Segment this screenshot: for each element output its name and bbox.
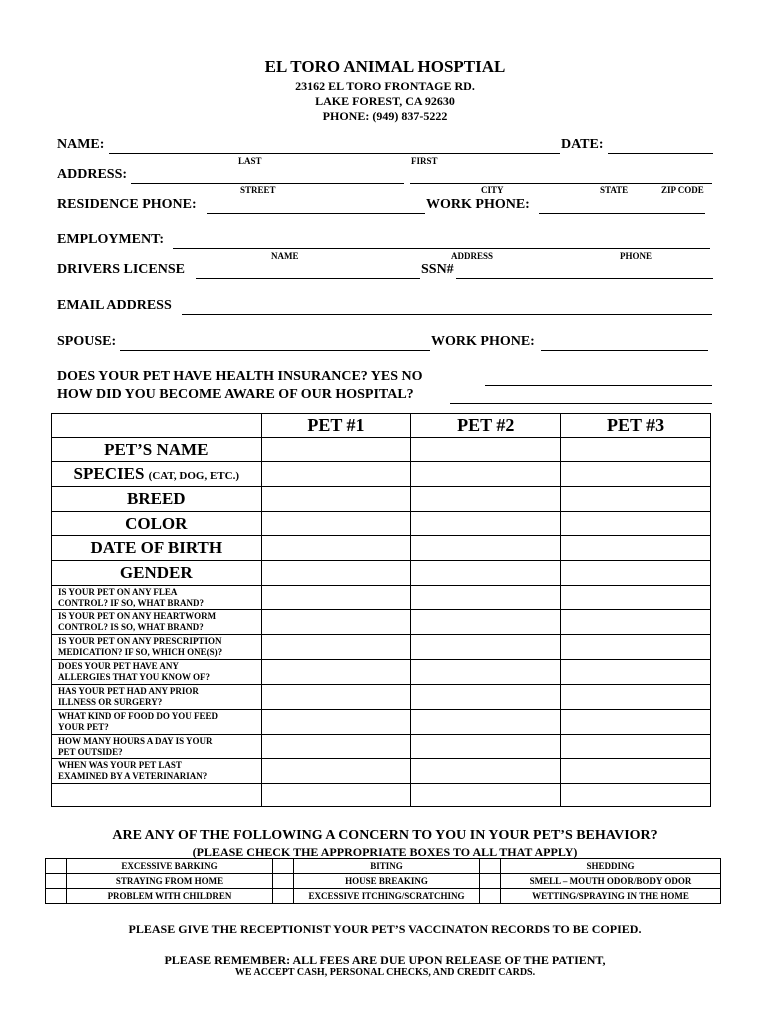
awareness-question: HOW DID YOU BECOME AWARE OF OUR HOSPITAL? — [57, 387, 414, 402]
work-phone-field[interactable] — [539, 213, 705, 214]
question-line: CONTROL? IF SO, WHAT BRAND? — [58, 597, 204, 608]
pet-2-exam-cell[interactable] — [411, 759, 561, 784]
date-field[interactable] — [608, 153, 713, 154]
behavior-label: SHEDDING — [501, 859, 721, 874]
address-label: ADDRESS: — [57, 167, 128, 182]
pet-3-medication-cell[interactable] — [561, 635, 711, 660]
hospital-city: LAKE FOREST, CA 92630 — [315, 94, 455, 108]
breed-label: BREED — [52, 487, 262, 512]
heartworm-question — [52, 610, 262, 635]
employment-field[interactable] — [173, 248, 710, 249]
question-line: HOW MANY HOURS A DAY IS YOUR — [58, 735, 213, 746]
email-label: EMAIL ADDRESS — [57, 298, 172, 313]
pet-1-color-cell[interactable] — [261, 512, 411, 536]
behavior-label: BITING — [294, 859, 480, 874]
pet-2-breed-cell[interactable] — [411, 487, 561, 512]
question-line: EXAMINED BY A VETERINARIAN? — [58, 771, 208, 781]
pet-2-heartworm-cell[interactable] — [411, 610, 561, 635]
pet-1-food-cell[interactable] — [261, 710, 411, 735]
email-field[interactable] — [182, 314, 712, 315]
behavior-label: HOUSE BREAKING — [294, 874, 480, 889]
behavior-label: STRAYING FROM HOME — [67, 874, 273, 889]
outside-question — [52, 735, 262, 759]
question-line: WHAT KIND OF FOOD DO YOU FEED — [58, 711, 219, 721]
flea-question — [52, 586, 262, 610]
question-line: CONTROL? IS SO, WHAT BRAND? — [58, 622, 204, 632]
last-caption: LAST — [238, 156, 262, 166]
pet-1-dob-cell[interactable] — [261, 536, 411, 561]
question-line: PET OUTSIDE? — [58, 746, 123, 757]
checkbox-house-breaking[interactable] — [273, 874, 294, 889]
spouse-label: SPOUSE: — [57, 334, 117, 349]
last-exam-question — [52, 759, 262, 784]
pet-2-color-cell[interactable] — [411, 512, 561, 536]
name-field[interactable] — [109, 153, 560, 154]
checkbox-straying[interactable] — [46, 874, 67, 889]
date-label: DATE: — [561, 137, 604, 152]
pet-3-food-cell[interactable] — [561, 710, 711, 735]
behavior-label: PROBLEM WITH CHILDREN — [67, 889, 273, 904]
question-line: HAS YOUR PET HAD ANY PRIOR — [58, 686, 199, 696]
question-line: ILLNESS OR SURGERY? — [58, 697, 163, 707]
city-state-zip-field[interactable] — [410, 183, 712, 184]
employment-label: EMPLOYMENT: — [57, 232, 165, 247]
pet-1-illness-cell[interactable] — [261, 685, 411, 710]
name-label: NAME: — [57, 137, 105, 152]
pet-2-illness-cell[interactable] — [411, 685, 561, 710]
pet-1-outside-cell[interactable] — [261, 735, 411, 759]
behavior-label: EXCESSIVE BARKING — [67, 859, 273, 874]
ssn-field[interactable] — [456, 278, 713, 279]
pet-3-extra-cell[interactable] — [561, 784, 711, 807]
question-line: IS YOUR PET ON ANY FLEA — [58, 586, 178, 597]
pet-2-food-cell[interactable] — [411, 710, 561, 735]
pet-2-dob-cell[interactable] — [411, 536, 561, 561]
payment-note: WE ACCEPT CASH, PERSONAL CHECKS, AND CREDIT CARDS. — [234, 967, 536, 978]
page-title: EL TORO ANIMAL HOSPTIAL — [264, 57, 506, 76]
checkbox-shedding[interactable] — [480, 859, 501, 874]
table-corner — [52, 414, 262, 438]
question-line: ALLERGIES THAT YOU KNOW OF? — [58, 672, 211, 682]
employment-address-caption: ADDRESS — [451, 251, 494, 261]
pet-3-name-cell[interactable] — [561, 438, 711, 462]
drivers-license-field[interactable] — [196, 278, 420, 279]
question-line: YOUR PET? — [58, 722, 109, 732]
question-line: IS YOUR PET ON ANY PRESCRIPTION — [58, 636, 222, 646]
first-caption: FIRST — [411, 156, 438, 166]
pet-1-allergies-cell[interactable] — [261, 660, 411, 685]
pet-3-color-cell[interactable] — [561, 512, 711, 536]
pet-3-breed-cell[interactable] — [561, 487, 711, 512]
pet-1-medication-cell[interactable] — [261, 635, 411, 660]
blank-label-cell — [52, 784, 262, 807]
dob-label: DATE OF BIRTH — [52, 536, 262, 561]
question-line: IS YOUR PET ON ANY HEARTWORM — [58, 611, 217, 621]
state-caption: STATE — [600, 185, 629, 195]
zip-caption: ZIP CODE — [661, 185, 704, 195]
pet-3-exam-cell[interactable] — [561, 759, 711, 784]
pet-2-medication-cell[interactable] — [411, 635, 561, 660]
species-label — [52, 462, 262, 487]
species-main: SPECIES — [73, 464, 145, 483]
pet-2-header: PET #2 — [411, 414, 561, 438]
pet-1-gender-cell[interactable] — [261, 561, 411, 586]
question-line: DOES YOUR PET HAVE ANY — [58, 661, 179, 671]
pet-2-allergies-cell[interactable] — [411, 660, 561, 685]
checkbox-smell[interactable] — [480, 874, 501, 889]
spouse-field[interactable] — [120, 350, 430, 351]
insurance-field[interactable] — [485, 385, 712, 386]
fees-note: PLEASE REMEMBER: ALL FEES ARE DUE UPON RELEASE OF THE PATIENT, — [164, 953, 606, 967]
pet-3-header: PET #3 — [561, 414, 711, 438]
behavior-label: SMELL – MOUTH ODOR/BODY ODOR — [501, 874, 721, 889]
behavior-label: EXCESSIVE ITCHING/SCRATCHING — [294, 889, 480, 904]
awareness-field[interactable] — [450, 403, 712, 404]
checkbox-itching[interactable] — [273, 889, 294, 904]
species-hint: (CAT, DOG, ETC.) — [148, 470, 239, 482]
pet-3-outside-cell[interactable] — [561, 735, 711, 759]
gender-label: GENDER — [52, 561, 262, 586]
work-phone-label: WORK PHONE: — [426, 197, 530, 212]
question-line: WHEN WAS YOUR PET LAST — [58, 760, 182, 770]
residence-phone-label: RESIDENCE PHONE: — [57, 197, 197, 212]
spouse-work-phone-field[interactable] — [541, 350, 708, 351]
pet-3-dob-cell[interactable] — [561, 536, 711, 561]
pet-3-illness-cell[interactable] — [561, 685, 711, 710]
question-line: MEDICATION? IF SO, WHICH ONE(S)? — [58, 647, 223, 657]
pet-1-header: PET #1 — [261, 414, 411, 438]
checkbox-wetting[interactable] — [480, 889, 501, 904]
behavior-label: WETTING/SPRAYING IN THE HOME — [501, 889, 721, 904]
pet-1-heartworm-cell[interactable] — [261, 610, 411, 635]
pet-1-extra-cell[interactable] — [261, 784, 411, 807]
residence-phone-field[interactable] — [207, 213, 425, 214]
employment-phone-caption: PHONE — [620, 251, 653, 261]
city-caption: CITY — [481, 185, 504, 195]
pet-2-extra-cell[interactable] — [411, 784, 561, 807]
hospital-address: 23162 EL TORO FRONTAGE RD. — [295, 79, 475, 93]
drivers-license-label: DRIVERS LICENSE — [57, 262, 185, 277]
behavior-title: ARE ANY OF THE FOLLOWING A CONCERN TO YOU IN YOUR PET’S BEHAVIOR? — [112, 828, 658, 843]
pet-3-allergies-cell[interactable] — [561, 660, 711, 685]
pet-2-outside-cell[interactable] — [411, 735, 561, 759]
insurance-question: DOES YOUR PET HAVE HEALTH INSURANCE? YES NO — [57, 369, 423, 384]
pet-info-table — [51, 413, 711, 807]
pet-1-flea-cell[interactable] — [261, 586, 411, 610]
pet-3-gender-cell[interactable] — [561, 561, 711, 586]
employment-name-caption: NAME — [271, 251, 299, 261]
pet-1-name-cell[interactable] — [261, 438, 411, 462]
pet-3-heartworm-cell[interactable] — [561, 610, 711, 635]
pet-2-name-cell[interactable] — [411, 438, 561, 462]
spouse-work-phone-label: WORK PHONE: — [431, 334, 535, 349]
ssn-label: SSN# — [421, 262, 454, 277]
street-field[interactable] — [131, 183, 404, 184]
pet-1-species-cell[interactable] — [261, 462, 411, 487]
illness-question — [52, 685, 262, 710]
pet-2-species-cell[interactable] — [411, 462, 561, 487]
behavior-checklist — [45, 858, 721, 904]
checkbox-biting[interactable] — [273, 859, 294, 874]
hospital-phone: PHONE: (949) 837-5222 — [322, 109, 448, 123]
behavior-subtitle: (PLEASE CHECK THE APPROPRIATE BOXES TO ALL THAT APPLY) — [192, 845, 578, 859]
pet-1-exam-cell[interactable] — [261, 759, 411, 784]
allergies-question — [52, 660, 262, 685]
food-question — [52, 710, 262, 735]
pet-3-species-cell[interactable] — [561, 462, 711, 487]
medication-question — [52, 635, 262, 660]
checkbox-excessive-barking[interactable] — [46, 859, 67, 874]
checkbox-children[interactable] — [46, 889, 67, 904]
pet-1-breed-cell[interactable] — [261, 487, 411, 512]
vaccination-note: PLEASE GIVE THE RECEPTIONIST YOUR PET’S VACCINATON RECORDS TO BE COPIED. — [128, 922, 642, 936]
pet-2-gender-cell[interactable] — [411, 561, 561, 586]
color-label: COLOR — [52, 512, 262, 536]
pet-name-label: PET’S NAME — [52, 438, 262, 462]
pet-2-flea-cell[interactable] — [411, 586, 561, 610]
pet-3-flea-cell[interactable] — [561, 586, 711, 610]
street-caption: STREET — [240, 185, 276, 195]
